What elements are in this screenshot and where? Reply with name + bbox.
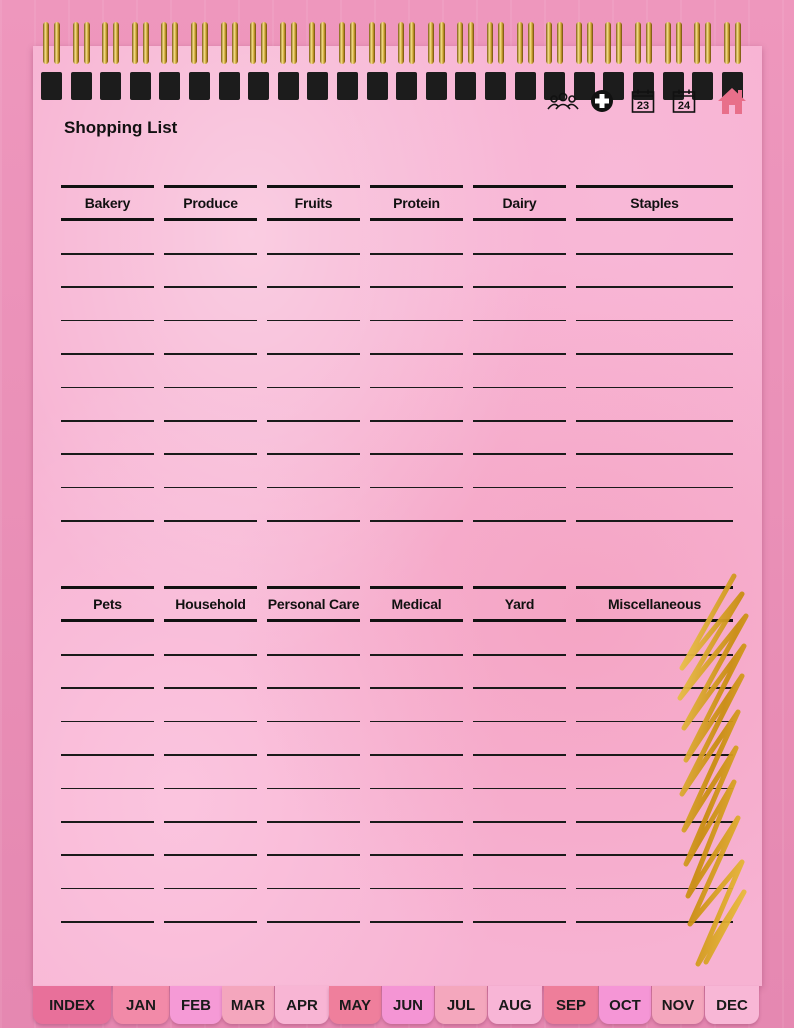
tab-jun[interactable]: JUN	[382, 986, 434, 1024]
writing-line[interactable]	[164, 286, 257, 288]
writing-line[interactable]	[473, 854, 566, 856]
section-header-fruits: Fruits	[267, 185, 360, 221]
writing-line[interactable]	[164, 788, 257, 790]
calendar-2024-icon[interactable]	[671, 86, 697, 116]
writing-line[interactable]	[473, 888, 566, 890]
writing-line[interactable]	[164, 253, 257, 255]
writing-line[interactable]	[576, 420, 733, 422]
writing-line[interactable]	[576, 520, 733, 522]
writing-line[interactable]	[576, 253, 733, 255]
calendar-2023-number: 23	[636, 100, 650, 112]
writing-line[interactable]	[576, 320, 733, 322]
calendar-2023-icon[interactable]	[630, 86, 656, 116]
tab-apr[interactable]: APR	[275, 986, 329, 1024]
writing-line[interactable]	[473, 320, 566, 322]
writing-line[interactable]	[473, 420, 566, 422]
writing-line[interactable]	[473, 453, 566, 455]
writing-line[interactable]	[473, 286, 566, 288]
writing-line[interactable]	[576, 353, 733, 355]
spiral-ring	[337, 22, 359, 78]
writing-line[interactable]	[267, 921, 360, 923]
spiral-ring	[130, 22, 152, 78]
writing-line[interactable]	[61, 788, 154, 790]
writing-line[interactable]	[61, 353, 154, 355]
spiral-ring	[278, 22, 300, 78]
writing-line[interactable]	[473, 754, 566, 756]
writing-line[interactable]	[164, 754, 257, 756]
writing-line[interactable]	[61, 754, 154, 756]
section-header-protein: Protein	[370, 185, 463, 221]
medical-cross-icon[interactable]	[589, 86, 615, 116]
writing-line[interactable]	[473, 487, 566, 489]
writing-line[interactable]	[473, 387, 566, 389]
writing-line[interactable]	[370, 788, 463, 790]
writing-line[interactable]	[370, 687, 463, 689]
writing-line[interactable]	[61, 453, 154, 455]
spiral-binding	[41, 22, 756, 78]
writing-line[interactable]	[164, 387, 257, 389]
spiral-ring	[574, 22, 596, 78]
spiral-ring	[248, 22, 270, 78]
spiral-ring	[426, 22, 448, 78]
spiral-ring	[41, 22, 63, 78]
people-icon[interactable]	[545, 86, 581, 116]
writing-line[interactable]	[267, 654, 360, 656]
writing-line[interactable]	[61, 654, 154, 656]
spiral-ring	[396, 22, 418, 78]
writing-line[interactable]	[267, 286, 360, 288]
spiral-ring	[159, 22, 181, 78]
spiral-ring	[603, 22, 625, 78]
writing-line[interactable]	[576, 487, 733, 489]
writing-line[interactable]	[473, 253, 566, 255]
section-header-produce: Produce	[164, 185, 257, 221]
section-header-bakery: Bakery	[61, 185, 154, 221]
writing-line[interactable]	[164, 921, 257, 923]
section-header-pets: Pets	[61, 586, 154, 622]
writing-line[interactable]	[267, 420, 360, 422]
writing-line[interactable]	[370, 320, 463, 322]
writing-line[interactable]	[370, 520, 463, 522]
section-header-staples: Staples	[576, 185, 733, 221]
writing-line[interactable]	[370, 253, 463, 255]
writing-line[interactable]	[267, 721, 360, 723]
section-header-personal-care: Personal Care	[267, 586, 360, 622]
tab-oct[interactable]: OCT	[599, 986, 651, 1024]
writing-line[interactable]	[370, 721, 463, 723]
tab-dec[interactable]: DEC	[705, 986, 759, 1024]
writing-line[interactable]	[473, 788, 566, 790]
writing-line[interactable]	[61, 687, 154, 689]
writing-line[interactable]	[164, 721, 257, 723]
writing-line[interactable]	[473, 654, 566, 656]
writing-line[interactable]	[61, 921, 154, 923]
writing-line[interactable]	[370, 888, 463, 890]
writing-line[interactable]	[164, 487, 257, 489]
writing-line[interactable]	[370, 921, 463, 923]
spiral-ring	[663, 22, 685, 78]
writing-line[interactable]	[370, 854, 463, 856]
section-header-household: Household	[164, 586, 257, 622]
writing-line[interactable]	[267, 888, 360, 890]
gold-scribble-decoration	[672, 572, 752, 972]
writing-line[interactable]	[473, 353, 566, 355]
writing-line[interactable]	[164, 453, 257, 455]
writing-line[interactable]	[267, 487, 360, 489]
spiral-ring	[633, 22, 655, 78]
writing-line[interactable]	[370, 453, 463, 455]
writing-line[interactable]	[576, 387, 733, 389]
writing-line[interactable]	[576, 286, 733, 288]
section-header-yard: Yard	[473, 586, 566, 622]
writing-line[interactable]	[370, 654, 463, 656]
spiral-ring	[367, 22, 389, 78]
home-icon[interactable]	[715, 86, 749, 116]
writing-line[interactable]	[267, 387, 360, 389]
section-header-miscellaneous: Miscellaneous	[576, 586, 733, 622]
writing-line[interactable]	[370, 487, 463, 489]
writing-line[interactable]	[61, 520, 154, 522]
writing-line[interactable]	[267, 253, 360, 255]
writing-line[interactable]	[473, 721, 566, 723]
spiral-ring	[722, 22, 744, 78]
section-header-dairy: Dairy	[473, 185, 566, 221]
writing-line[interactable]	[267, 520, 360, 522]
spiral-ring	[71, 22, 93, 78]
spiral-ring	[100, 22, 122, 78]
writing-line[interactable]	[164, 520, 257, 522]
writing-line[interactable]	[267, 453, 360, 455]
writing-line[interactable]	[473, 821, 566, 823]
writing-line[interactable]	[61, 487, 154, 489]
writing-line[interactable]	[576, 453, 733, 455]
writing-line[interactable]	[267, 320, 360, 322]
writing-line[interactable]	[267, 854, 360, 856]
writing-line[interactable]	[370, 286, 463, 288]
writing-line[interactable]	[61, 721, 154, 723]
writing-line[interactable]	[61, 286, 154, 288]
writing-line[interactable]	[164, 854, 257, 856]
page-title: Shopping List	[64, 118, 178, 137]
writing-line[interactable]	[370, 420, 463, 422]
writing-line[interactable]	[61, 320, 154, 322]
writing-line[interactable]	[164, 353, 257, 355]
writing-line[interactable]	[61, 888, 154, 890]
tab-nov[interactable]: NOV	[652, 986, 704, 1024]
writing-line[interactable]	[164, 821, 257, 823]
calendar-2024-number: 24	[677, 100, 691, 112]
writing-line[interactable]	[61, 387, 154, 389]
spiral-ring	[544, 22, 566, 78]
writing-line[interactable]	[473, 687, 566, 689]
spiral-ring	[307, 22, 329, 78]
writing-line[interactable]	[267, 687, 360, 689]
writing-line[interactable]	[61, 854, 154, 856]
tab-feb[interactable]: FEB	[170, 986, 222, 1024]
spiral-ring	[455, 22, 477, 78]
tab-sep[interactable]: SEP	[544, 986, 598, 1024]
writing-line[interactable]	[61, 253, 154, 255]
writing-line[interactable]	[164, 420, 257, 422]
tab-jan[interactable]: JAN	[113, 986, 169, 1024]
writing-line[interactable]	[473, 520, 566, 522]
spiral-ring	[189, 22, 211, 78]
writing-line[interactable]	[61, 420, 154, 422]
writing-line[interactable]	[164, 654, 257, 656]
spiral-ring	[485, 22, 507, 78]
writing-line[interactable]	[370, 387, 463, 389]
writing-line[interactable]	[267, 353, 360, 355]
writing-line[interactable]	[267, 754, 360, 756]
tab-mar[interactable]: MAR	[222, 986, 274, 1024]
spiral-ring	[219, 22, 241, 78]
writing-line[interactable]	[164, 320, 257, 322]
writing-line[interactable]	[473, 921, 566, 923]
writing-line[interactable]	[370, 821, 463, 823]
tab-jul[interactable]: JUL	[435, 986, 487, 1024]
writing-line[interactable]	[164, 687, 257, 689]
writing-line[interactable]	[61, 821, 154, 823]
month-tabs	[33, 986, 762, 1028]
writing-line[interactable]	[370, 754, 463, 756]
tab-aug[interactable]: AUG	[488, 986, 542, 1024]
section-header-medical: Medical	[370, 586, 463, 622]
writing-line[interactable]	[164, 888, 257, 890]
spiral-ring	[515, 22, 537, 78]
writing-line[interactable]	[267, 788, 360, 790]
tab-index[interactable]: INDEX	[33, 986, 111, 1024]
tab-may[interactable]: MAY	[329, 986, 381, 1024]
spiral-ring	[692, 22, 714, 78]
writing-line[interactable]	[370, 353, 463, 355]
writing-line[interactable]	[267, 821, 360, 823]
